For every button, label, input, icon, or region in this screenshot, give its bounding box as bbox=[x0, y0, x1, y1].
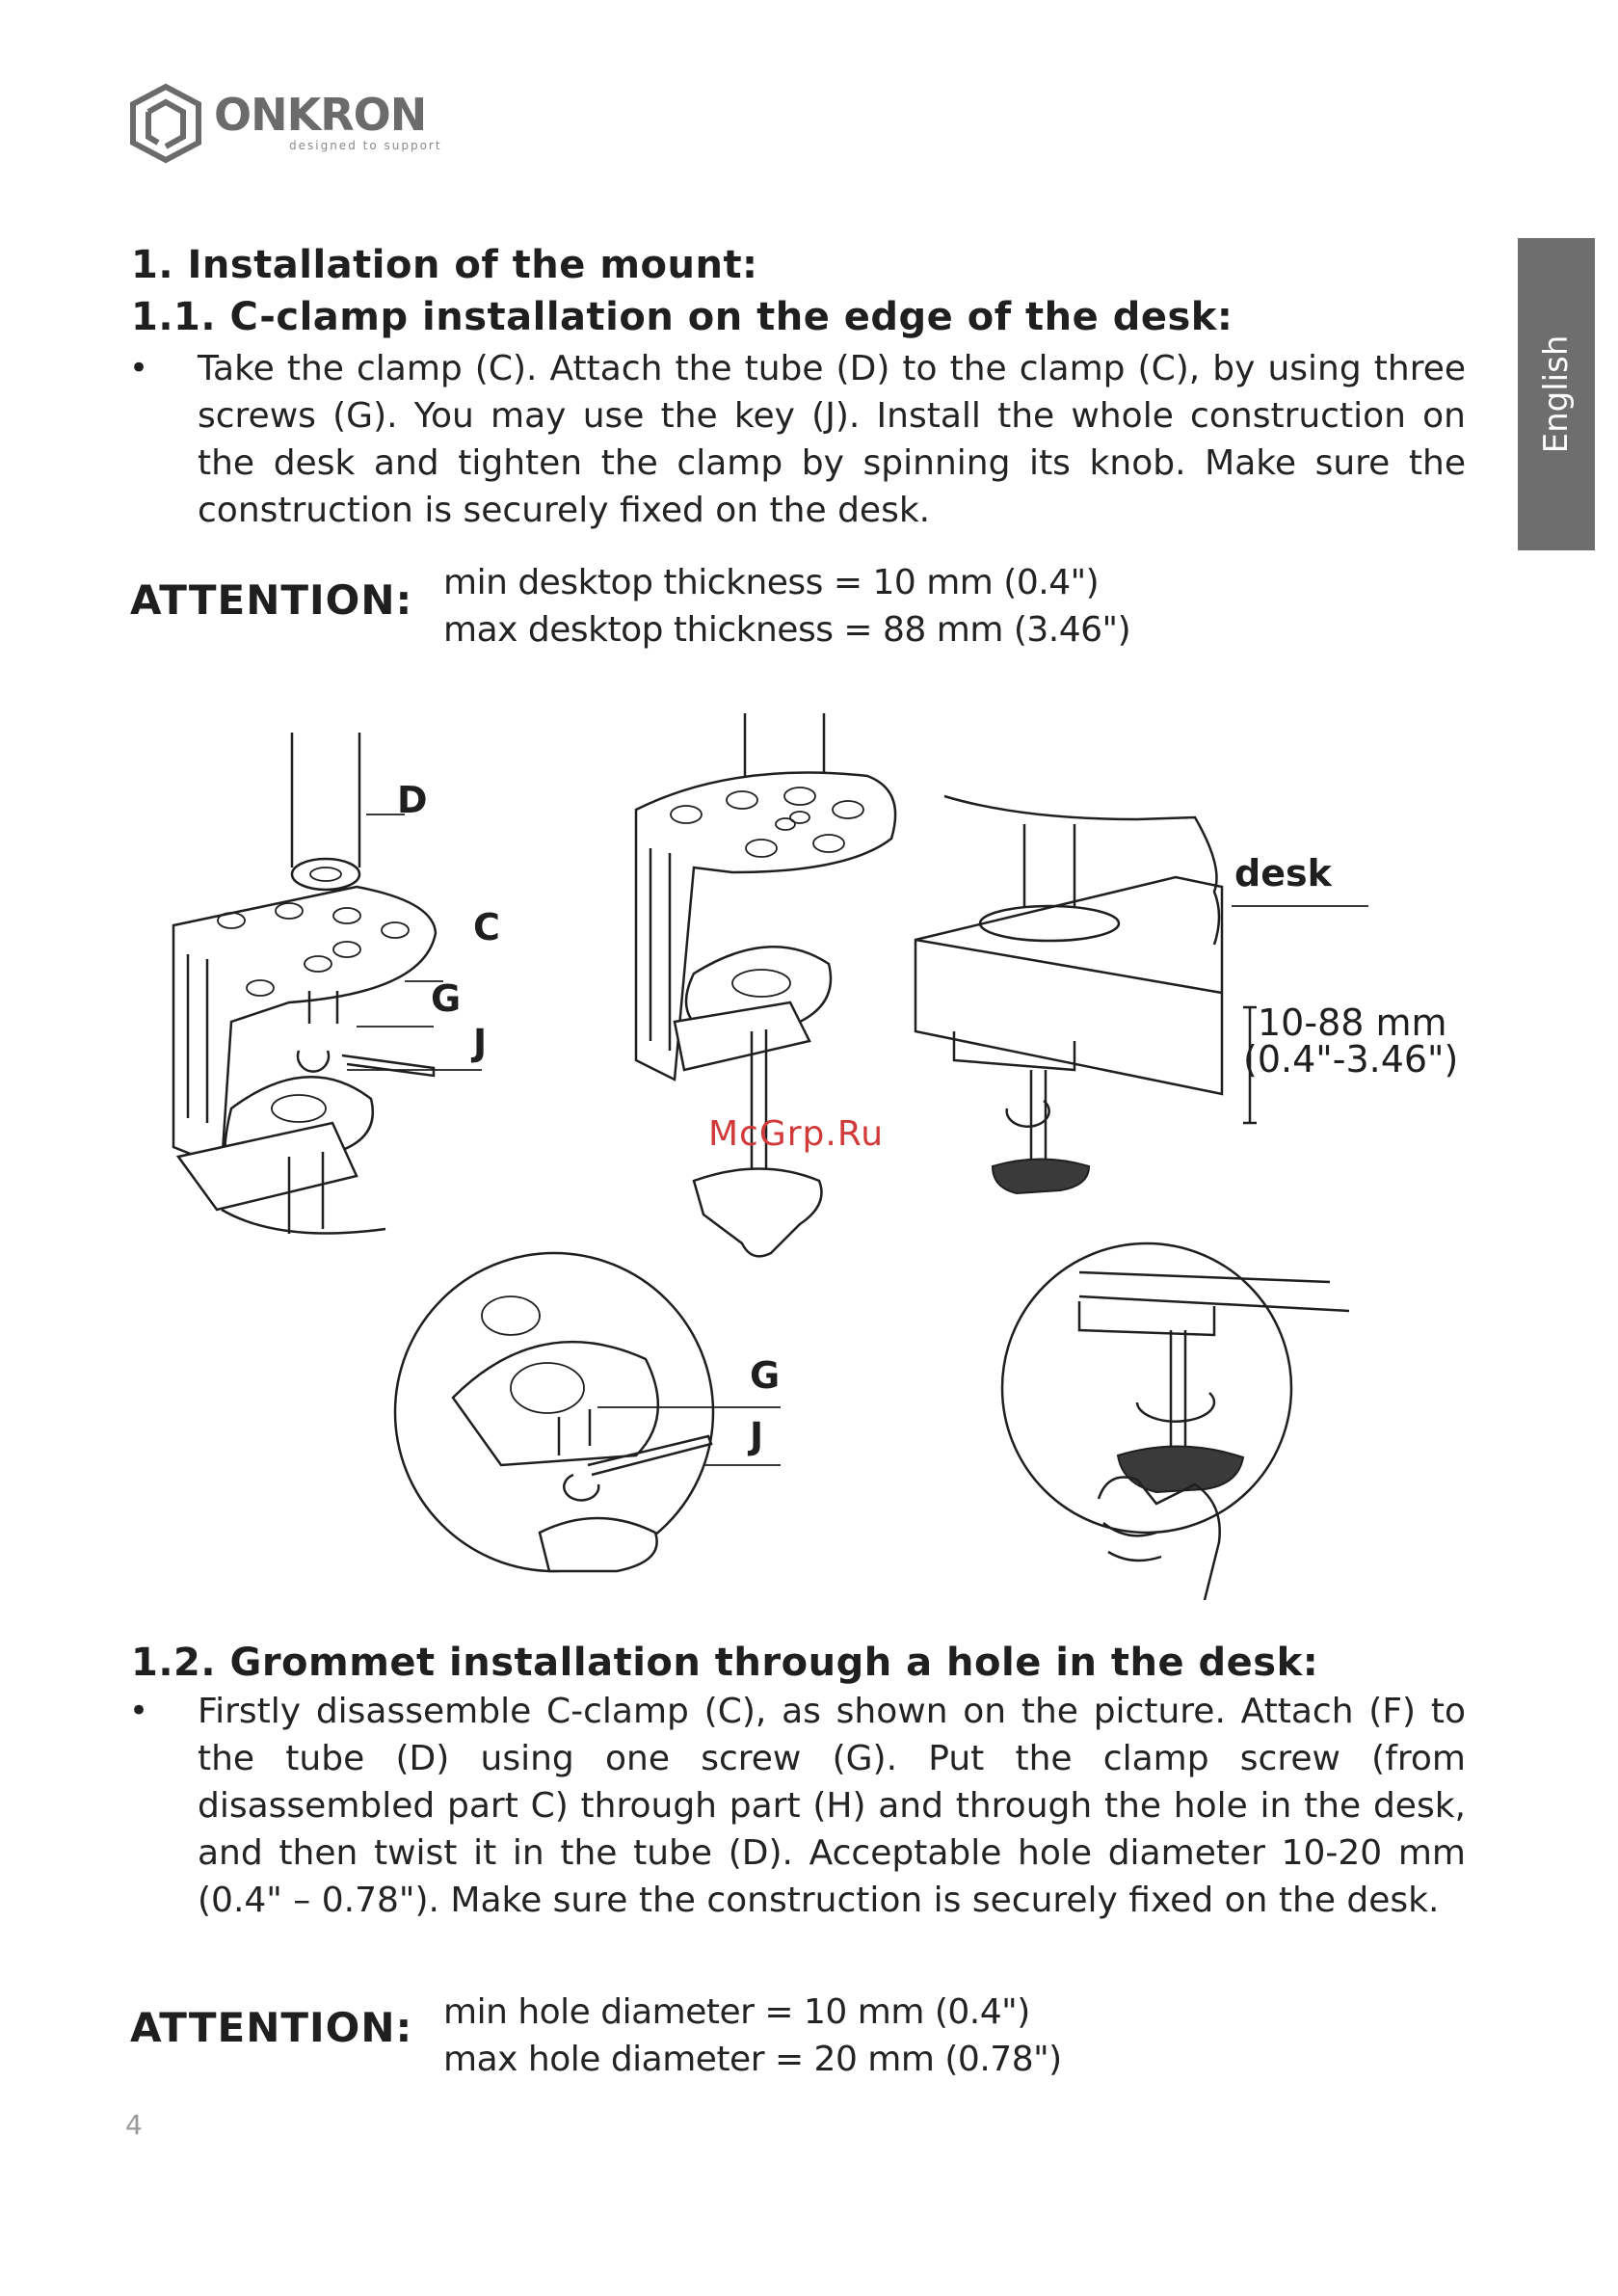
onkron-logo-icon bbox=[127, 83, 204, 164]
desk-thickness-range: 10-88 mm bbox=[1258, 1001, 1447, 1044]
section-1-heading: 1. Installation of the mount: bbox=[131, 243, 758, 287]
section-1-1-heading: 1.1. C-clamp installation on the edge of the desk: bbox=[131, 295, 1233, 339]
label-detail-screws-g: G bbox=[750, 1354, 781, 1397]
label-detail-key-j: J bbox=[750, 1415, 764, 1457]
bullet-marker: • bbox=[129, 1692, 149, 1730]
section-1-1-paragraph: Take the clamp (C). Attach the tube (D) to the clamp (C), by using three screws (G). You may use the key (J). Install the whole construction on the desk and tighten the clamp by spinning its knob. Make sure the construction is securely fixed on the desk. bbox=[198, 349, 1466, 530]
brand-tagline: designed to support bbox=[289, 139, 442, 152]
attention-1-line-1: min desktop thickness = 10 mm (0.4") bbox=[443, 563, 1100, 602]
section-1-2-paragraph: Firstly disassemble C-clamp (C), as shown on the picture. Attach (F) to the tube (D) using one screw (G). Put the clamp screw (from disassembled part C) through part (H) and through the hole in the desk, and then twist it in the tube (D). Acceptable hole diameter 10-20 mm (0.4" – 0.78"). Make sure the construction is securely fixed on the desk. bbox=[198, 1692, 1466, 1920]
attention-2-line-1: min hole diameter = 10 mm (0.4") bbox=[443, 1992, 1030, 2032]
label-tube-d: D bbox=[397, 779, 428, 821]
attention-2-line-2: max hole diameter = 20 mm (0.78") bbox=[443, 2040, 1062, 2079]
attention-label-2: ATTENTION: bbox=[130, 2004, 413, 2051]
section-1-2-heading: 1.2. Grommet installation through a hole in the desk: bbox=[131, 1641, 1319, 1685]
desk-thickness-range-inches: (0.4"-3.46") bbox=[1243, 1038, 1459, 1081]
label-desk: desk bbox=[1234, 852, 1332, 894]
attention-1-line-2: max desktop thickness = 88 mm (3.46") bbox=[443, 610, 1131, 650]
label-key-j: J bbox=[473, 1022, 488, 1064]
figure-clamp-knob bbox=[636, 713, 895, 1256]
watermark: McGrp.Ru bbox=[708, 1114, 885, 1154]
detail-circle-screws bbox=[395, 1253, 781, 1571]
language-tab bbox=[1518, 238, 1595, 550]
page-number: 4 bbox=[125, 2109, 143, 2141]
brand-logo bbox=[127, 83, 445, 170]
bullet-marker: • bbox=[129, 349, 149, 387]
label-screws-g: G bbox=[431, 977, 462, 1020]
attention-label-1: ATTENTION: bbox=[130, 576, 413, 624]
brand-name: ONKRON bbox=[214, 89, 427, 141]
detail-circle-knob bbox=[1002, 1243, 1349, 1600]
label-clamp-c: C bbox=[473, 906, 500, 948]
language-tab-label: English bbox=[1537, 334, 1576, 454]
